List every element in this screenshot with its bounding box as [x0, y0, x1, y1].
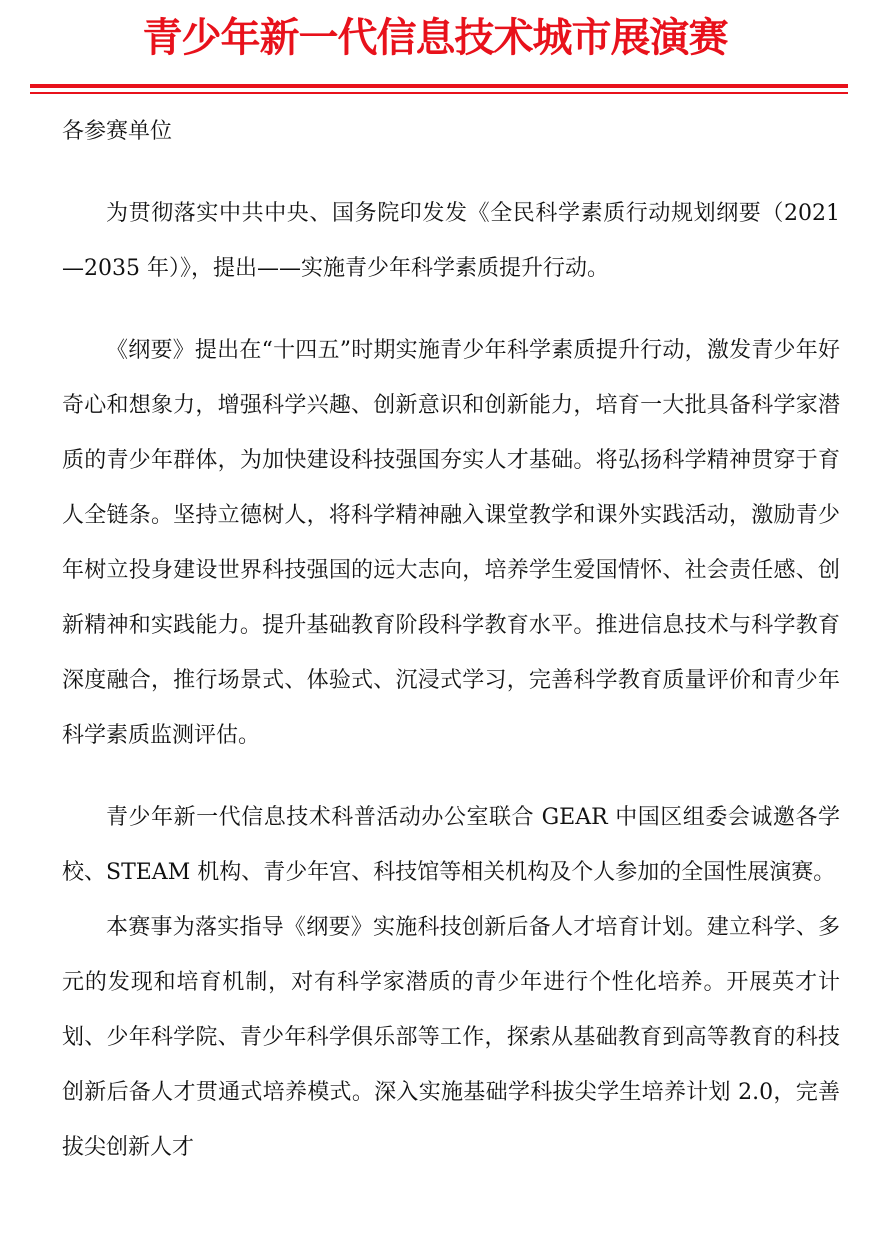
paragraph-invitation: 青少年新一代信息技术科普活动办公室联合 GEAR 中国区组委会诚邀各学校、STEAM 机构、青少年宫、科技馆等相关机构及个人参加的全国性展演赛。: [62, 805, 840, 885]
salutation: 各参赛单位: [62, 119, 173, 144]
document-body: [62, 104, 840, 1175]
paragraph-outline: 《纲要》提出在“十四五”时期实施青少年科学素质提升行动，激发青少年好奇心和想象力，增强科学兴趣、创新意识和创新能力，培育一大批具备科学家潜质的青少年群体，为加快建设科技强国夯实人才基础。将弘扬科学精神贯穿于育人全链条。坚持立德树人，将科学精神融入课堂教学和课外实践活动，激励青少年树立投身建设世界科技强国的远大志向，培养学生爱国情怀、社会责任感、创新精神和实践能力。提升基础教育阶段科学教育水平。推进信息技术与科学教育深度融合，推行场景式、体验式、沉浸式学习，完善科学教育质量评价和青少年科学素质监测评估。: [62, 338, 840, 748]
paragraph-intro: 为贯彻落实中共中央、国务院印发发《全民科学素质行动规划纲要（2021—2035 年）》，提出——实施青少年科学素质提升行动。: [62, 201, 840, 281]
paragraph-purpose: 本赛事为落实指导《纲要》实施科技创新后备人才培育计划。建立科学、多元的发现和培育机制，对有科学家潜质的青少年进行个性化培养。开展英才计划、少年科学院、青少年科学俱乐部等工作，探索从基础教育到高等教育的科技创新后备人才贯通式培养模式。深入实施基础学科拔尖学生培养计划 2.0，完善拔尖创新人才: [62, 915, 840, 1160]
header-rule-thick: [30, 84, 848, 88]
document-title: 青少年新一代信息技术城市展演赛: [142, 15, 728, 61]
header-rule-thin: [30, 92, 848, 94]
